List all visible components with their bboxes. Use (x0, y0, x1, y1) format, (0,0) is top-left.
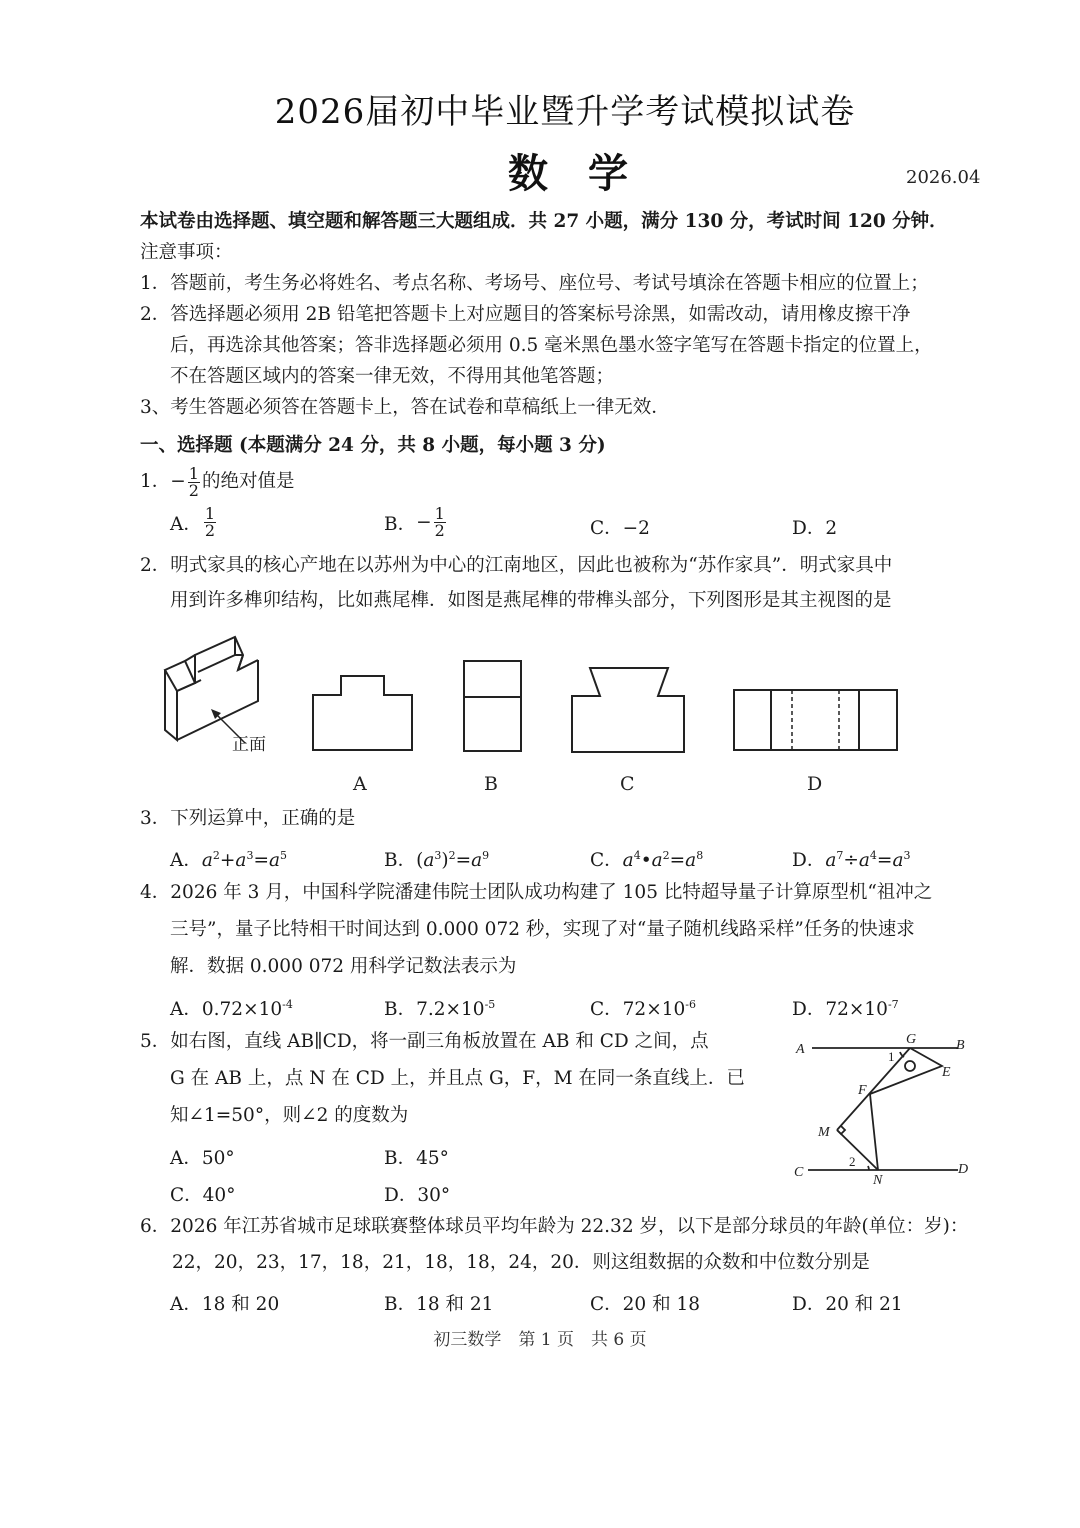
option-a: A．$0.72\times 10^{-4}$ (170, 997, 293, 1020)
fraction: $\frac{1}{2}$ (188, 464, 199, 500)
notice-item-2-cont: 后，再选涂其他答案；答非选择题必须用 0.5 毫米黑色墨水签字笔写在答题卡指定的位置上， (170, 335, 933, 356)
section-heading: 一、选择题 (本题满分 24 分，共 8 小题，每小题 3 分) (140, 435, 606, 456)
question-4: 4．2026 年 3 月，中国科学院潘建伟院士团队成功构建了 105 比特超导量子计算原型机“祖冲之 (140, 882, 933, 903)
exam-date: 2026.04 (906, 167, 981, 188)
option-d: D．30° (384, 1185, 451, 1206)
notice-item-1: 1．答题前，考生务必将姓名、考点名称、考场号、座位号、考试号填涂在答题卡相应的位置上； (140, 273, 929, 294)
option-b: B． − $\frac{1}{2}$ (384, 504, 445, 540)
option-b: B．$(a^3)^2=a^9$ (384, 848, 490, 871)
figure-b-label: B (484, 773, 498, 795)
svg-text:F: F (858, 1083, 867, 1098)
svg-text:E: E (942, 1065, 951, 1080)
sign: − (170, 471, 186, 493)
subject-title: 数学 (508, 150, 668, 197)
figure-a (312, 675, 414, 755)
svg-text:C: C (794, 1165, 804, 1180)
question-2: 2．明式家具的核心产地在以苏州为中心的江南地区，因此也被称为“苏作家具”．明式家具中 (140, 555, 893, 576)
option-c: C．−2 (590, 518, 650, 539)
notice-item-2: 2．答选择题必须用 2B 铅笔把答题卡上对应题目的答案标号涂黑，如需改动，请用橡皮擦干净 (140, 304, 911, 325)
question-5: 5．如右图，直线 AB∥CD，将一副三角板放置在 AB 和 CD 之间，点 (140, 1031, 709, 1052)
front-label: 正面 (232, 735, 266, 755)
parallel-lines-triangles-figure (790, 1030, 980, 1190)
figure-c (571, 667, 687, 755)
question-3: 3．下列运算中，正确的是 (140, 808, 356, 829)
question-6: 6．2026 年江苏省城市足球联赛整体球员平均年龄为 22.32 岁，以下是部分球员的年龄(单位：岁)： (140, 1216, 969, 1237)
exam-summary: 本试卷由选择题、填空题和解答题三大题组成．共 27 小题，满分 130 分，考试时间 120 分钟． (140, 211, 948, 232)
figure-d-label: D (807, 773, 823, 795)
notice-title: 注意事项： (140, 242, 233, 263)
svg-text:1: 1 (888, 1049, 895, 1064)
svg-text:2: 2 (849, 1154, 856, 1169)
figure-d (733, 689, 899, 753)
question-2-cont: 用到许多榫卯结构，比如燕尾榫．如图是燕尾榫的带榫头部分，下列图形是其主视图的是 (170, 590, 892, 611)
option-c: C．20 和 18 (590, 1294, 700, 1315)
notice-item-3: 3、考生答题必须答在答题卡上，答在试卷和草稿纸上一律无效． (140, 397, 670, 418)
exam-title: 2026届初中毕业暨升学考试模拟试卷 (274, 92, 856, 132)
figure-b (463, 660, 523, 754)
option-b: B．18 和 21 (384, 1294, 494, 1315)
option-d: D．2 (792, 518, 838, 539)
figure-c-label: C (620, 773, 635, 795)
option-c: C．40° (170, 1185, 236, 1206)
question-stem: 的绝对值是 (201, 471, 295, 493)
question-1 (140, 466, 295, 499)
question-4-cont2: 解．数据 0.000 072 用科学记数法表示为 (170, 956, 517, 977)
option-c: C．$72\times 10^{-6}$ (590, 997, 696, 1020)
option-a: A．18 和 20 (170, 1294, 280, 1315)
svg-text:M: M (818, 1125, 830, 1140)
question-6-cont: 22，20，23，17，18，21，18，18，24，20．则这组数据的众数和中位数分别是 (172, 1252, 870, 1273)
option-b: B．45° (384, 1148, 449, 1169)
question-number: 1． (140, 471, 171, 493)
question-5-cont2: 知∠1=50°，则∠2 的度数为 (170, 1105, 409, 1126)
svg-text:B: B (956, 1038, 965, 1053)
option-b: B．$7.2\times 10^{-5}$ (384, 997, 496, 1020)
svg-text:D: D (958, 1162, 969, 1177)
notice-item-2-cont2: 不在答题区域内的答案一律无效，不得用其他笔答题； (170, 366, 615, 387)
option-c: C．$a^4•a^2=a^8$ (590, 848, 704, 871)
svg-text:G: G (906, 1032, 917, 1047)
option-a: A． $\frac{1}{2}$ (170, 504, 216, 540)
option-d: D．20 和 21 (792, 1294, 903, 1315)
option-d: D．$72\times 10^{-7}$ (792, 997, 899, 1020)
figure-a-label: A (353, 773, 367, 795)
question-4-cont: 三号”，量子比特相干时间达到 0.000 072 秒，实现了对“量子随机线路采样”任务的快速求 (170, 919, 915, 940)
question-5-cont: G 在 AB 上，点 N 在 CD 上，并且点 G，F，M 在同一条直线上．已 (170, 1068, 745, 1089)
option-a: A．$a^2+a^3=a^5$ (170, 848, 287, 871)
svg-text:N: N (873, 1173, 883, 1188)
option-d: D．$a^7\div a^4=a^3$ (792, 848, 911, 871)
page-footer: 初三数学 第 1 页 共 6 页 (433, 1330, 647, 1350)
option-a: A．50° (170, 1148, 235, 1169)
svg-text:A: A (796, 1042, 805, 1057)
